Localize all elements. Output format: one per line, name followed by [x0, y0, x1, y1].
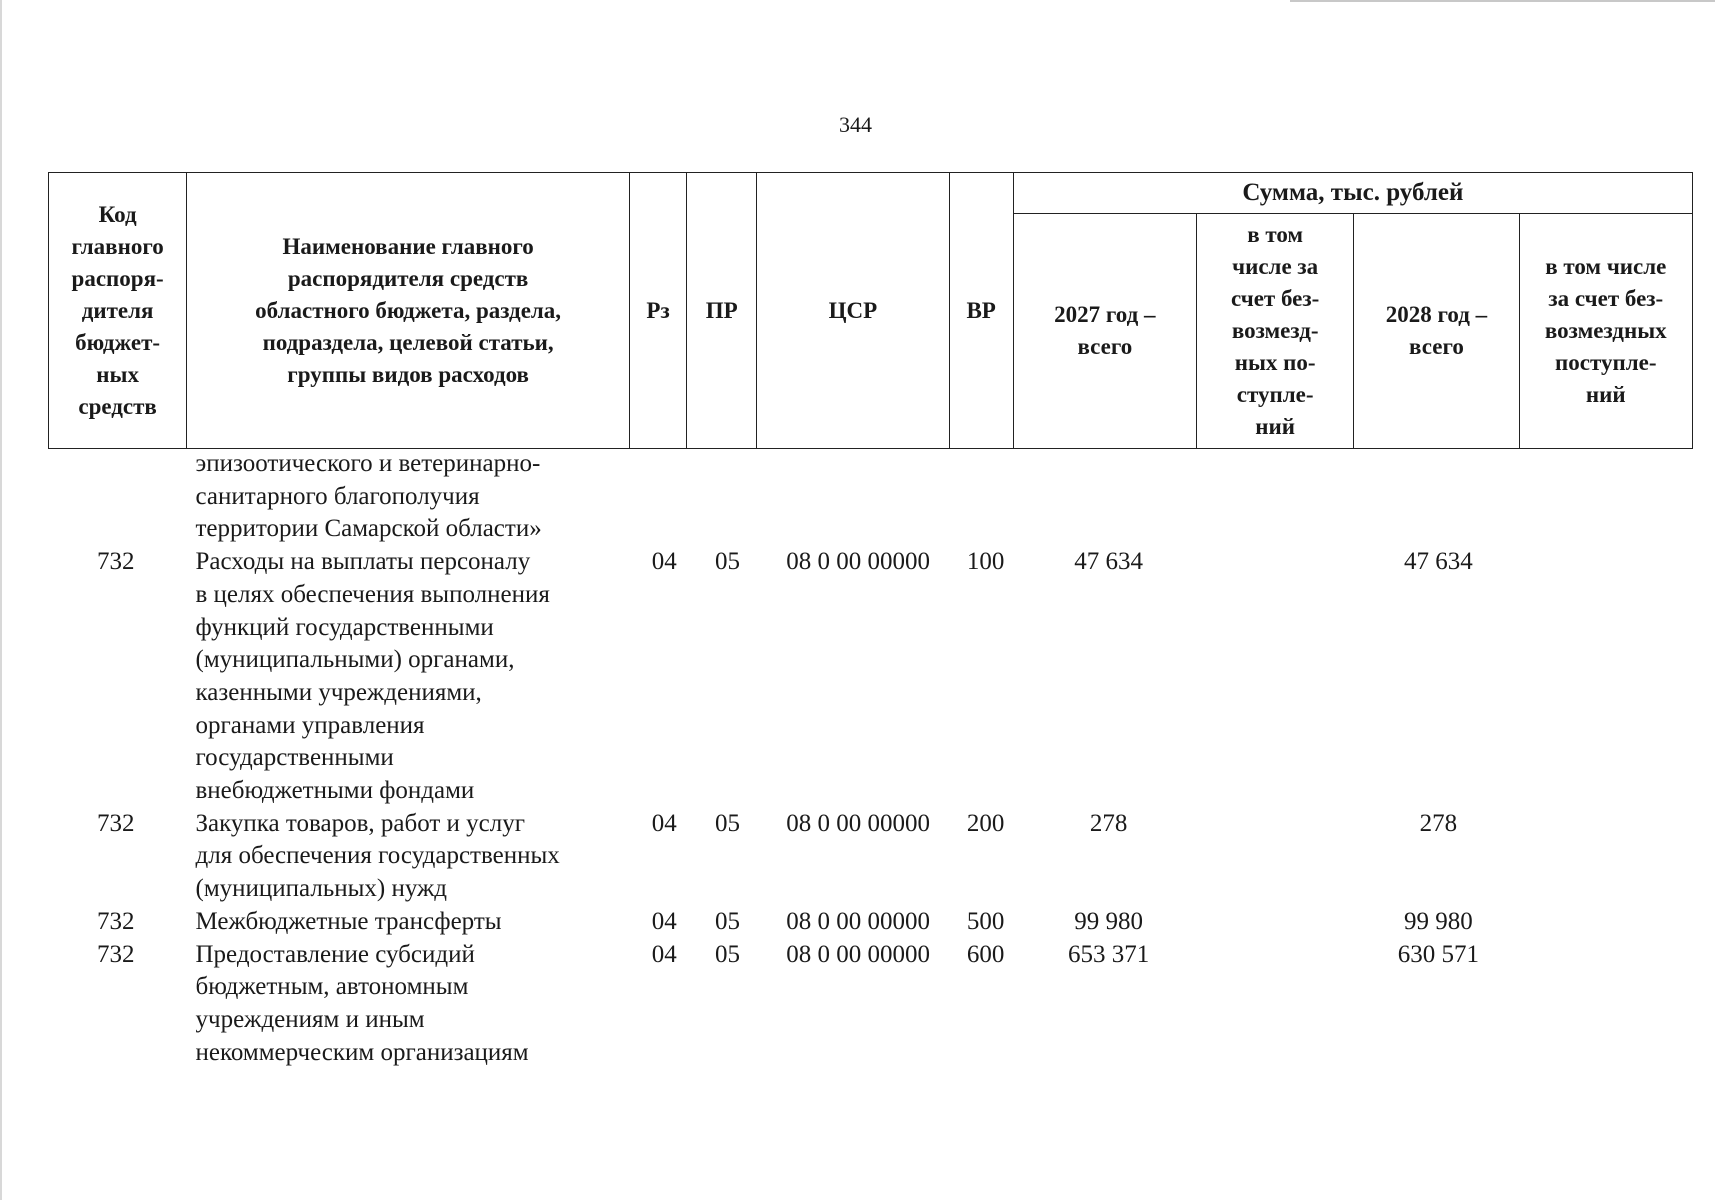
cell-y2028	[1356, 448, 1520, 546]
cell-line: санитарного благополучия	[195, 482, 480, 510]
cell-y2028: 278	[1419, 809, 1458, 837]
header-name	[187, 173, 630, 449]
header-line: ний	[1585, 382, 1626, 407]
cell-b2027	[1200, 939, 1356, 1070]
cell-b2028	[1521, 939, 1693, 1070]
cell-vr: 200	[966, 809, 1005, 837]
cell-line: для обеспечения государственных	[195, 842, 560, 870]
cell-rz: 04	[651, 548, 677, 576]
header-line: распоря-	[71, 265, 164, 291]
cell-line: внебюджетными фондами	[195, 777, 475, 805]
cell-csr	[762, 448, 953, 546]
table-row	[48, 906, 1693, 939]
table-body	[48, 448, 1693, 1069]
header-line: ступле-	[1236, 382, 1314, 407]
header-line: Наименование главного	[282, 233, 534, 259]
table-row	[48, 448, 1693, 546]
header-2028-total	[1354, 214, 1519, 449]
header-line: всего	[1409, 334, 1464, 359]
cell-vr: 500	[966, 907, 1005, 935]
scan-edge	[1290, 0, 1715, 2]
cell-kod: 732	[97, 548, 135, 576]
cell-line: Межбюджетные трансферты	[195, 907, 502, 935]
header-line: счет без-	[1231, 286, 1320, 311]
header-line: Код	[98, 201, 137, 227]
cell-line: (муниципальных) нужд	[195, 875, 448, 903]
header-line: ных по-	[1234, 350, 1316, 375]
header-line: 2028 год –	[1385, 302, 1488, 327]
cell-y2028: 99 980	[1404, 907, 1473, 935]
cell-line: Расходы на выплаты персоналу	[195, 548, 531, 576]
cell-name	[184, 448, 636, 546]
cell-b2027	[1200, 906, 1356, 939]
cell-pr: 05	[715, 809, 741, 837]
cell-line: учреждениям и иным	[195, 1005, 425, 1033]
cell-csr: 08 0 00 00000	[786, 907, 930, 935]
cell-line: органами управления	[195, 711, 425, 739]
cell-b2028	[1521, 906, 1693, 939]
header-line: группы видов расходов	[287, 361, 529, 387]
header-line: поступле-	[1555, 350, 1657, 375]
cell-line: некоммерческим организациям	[195, 1038, 529, 1066]
header-line: ний	[1255, 414, 1296, 439]
cell-line: функций государственными	[195, 613, 494, 641]
header-line: ных	[96, 361, 139, 387]
cell-b2027	[1200, 808, 1356, 906]
cell-pr: 05	[715, 940, 741, 968]
header-sum: Сумма, тыс. рублей	[1013, 173, 1692, 214]
cell-b2027	[1200, 448, 1356, 546]
header-kod	[49, 173, 187, 449]
header-line: главного	[71, 233, 164, 259]
cell-kod: 732	[97, 809, 135, 837]
cell-b2027	[1200, 546, 1356, 808]
cell-name	[184, 939, 636, 1070]
header-line: возмезд-	[1231, 318, 1319, 343]
cell-csr: 08 0 00 00000	[786, 940, 930, 968]
cell-y2028: 47 634	[1404, 548, 1473, 576]
cell-y2027: 278	[1089, 809, 1128, 837]
cell-b2028	[1521, 546, 1693, 808]
header-line: бюджет-	[75, 329, 161, 355]
table-header	[48, 172, 1693, 449]
cell-y2027: 99 980	[1074, 907, 1144, 935]
cell-csr: 08 0 00 00000	[786, 548, 930, 576]
header-line: возмездных	[1544, 318, 1667, 343]
cell-line: (муниципальными) органами,	[195, 646, 515, 674]
cell-line: бюджетным, автономным	[195, 973, 469, 1001]
header-csr: ЦСР	[757, 173, 949, 449]
cell-vr: 600	[966, 940, 1005, 968]
cell-rz: 04	[651, 940, 677, 968]
cell-kod: 732	[97, 907, 135, 935]
cell-kod	[48, 448, 184, 546]
header-2027-free	[1197, 214, 1354, 449]
header-line: областного бюджета, раздела,	[255, 297, 562, 323]
header-line: в том числе	[1545, 254, 1667, 279]
cell-y2027: 653 371	[1068, 940, 1150, 968]
cell-line: казенными учреждениями,	[195, 678, 482, 706]
header-line: дителя	[81, 297, 154, 323]
header-line: в том	[1247, 222, 1304, 247]
cell-line: эпизоотического и ветеринарно-	[195, 450, 541, 477]
cell-pr: 05	[715, 907, 741, 935]
cell-y2027	[1017, 448, 1199, 546]
cell-csr: 08 0 00 00000	[786, 809, 930, 837]
cell-rz	[636, 448, 693, 546]
header-vr: ВР	[949, 173, 1013, 449]
cell-y2027: 47 634	[1074, 548, 1144, 576]
cell-pr: 05	[715, 548, 741, 576]
cell-kod: 732	[97, 940, 135, 968]
cell-pr	[693, 448, 763, 546]
cell-line: Закупка товаров, работ и услуг	[195, 809, 525, 837]
cell-b2028	[1521, 808, 1693, 906]
cell-y2028: 630 571	[1397, 940, 1480, 968]
header-line: числе за	[1232, 254, 1319, 279]
cell-line: Предоставление субсидий	[195, 940, 475, 968]
cell-rz: 04	[651, 809, 677, 837]
header-line: за счет без-	[1548, 286, 1664, 311]
cell-name	[184, 906, 636, 939]
header-line: всего	[1077, 334, 1133, 359]
table-row	[48, 808, 1693, 906]
header-line: распорядителя средств	[287, 265, 529, 291]
cell-line: государственными	[195, 744, 394, 772]
table-row	[48, 939, 1693, 1070]
scan-edge	[0, 0, 2, 1200]
cell-rz: 04	[651, 907, 677, 935]
header-line: средств	[78, 393, 157, 419]
header-2028-free	[1519, 214, 1692, 449]
cell-b2028	[1521, 448, 1693, 546]
header-line: 2027 год –	[1054, 302, 1156, 327]
cell-line: территории Самарской области»	[195, 515, 542, 543]
cell-vr	[954, 448, 1018, 546]
cell-line: в целях обеспечения выполнения	[195, 580, 550, 608]
cell-vr: 100	[966, 548, 1005, 576]
cell-name	[184, 546, 636, 808]
page-number: 344	[839, 112, 872, 137]
table-row	[48, 546, 1693, 808]
header-line: подраздела, целевой статьи,	[262, 329, 554, 355]
cell-name	[184, 808, 636, 906]
header-pr: ПР	[687, 173, 757, 449]
header-2027-total	[1013, 214, 1196, 449]
header-rz: Рз	[630, 173, 687, 449]
